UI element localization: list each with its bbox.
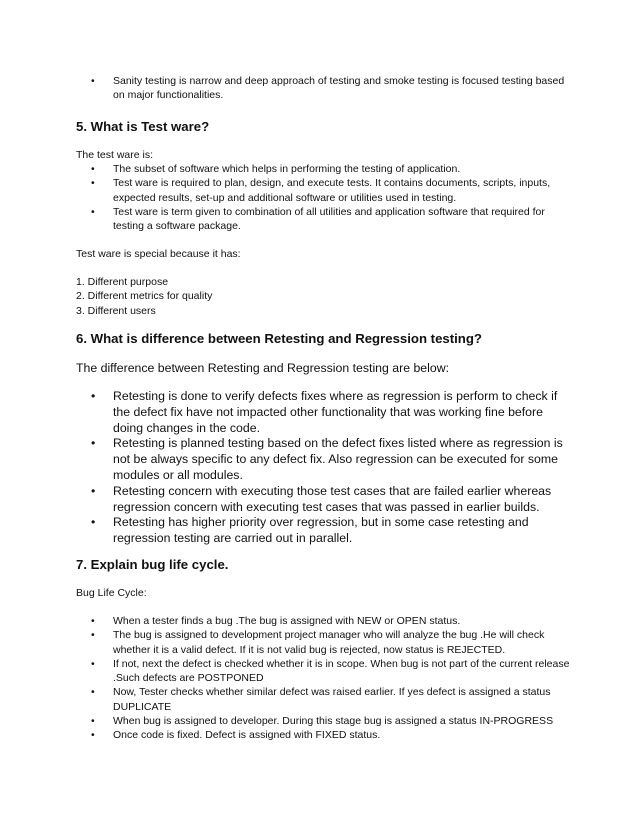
intro-bullet-list xyxy=(76,74,576,103)
list-item: • Test ware is term given to combination of all utilities and application software that required for testing a software package. xyxy=(76,205,576,234)
q7-intro: Bug Life Cycle: xyxy=(76,587,147,599)
list-item: • When bug is assigned to developer. During this stage bug is assigned a status IN-PROGRESS xyxy=(76,714,576,728)
q5-numbered-list xyxy=(76,275,576,318)
q7-heading: 7. Explain bug life cycle. xyxy=(76,557,229,572)
list-item: • Once code is fixed. Defect is assigned with FIXED status. xyxy=(76,728,576,742)
list-item: • Test ware is required to plan, design, and execute tests. It contains documents, scripts, inputs, expected results, set-up and additional software or utilities used in testing. xyxy=(76,176,576,205)
q6-heading: 6. What is difference between Retesting and Regression testing? xyxy=(76,331,482,346)
list-item: • Retesting is planned testing based on the defect fixes listed where as regression is not be always specific to any defect fix. Also regression can be executed for some modules or all modules. xyxy=(76,436,576,483)
q5-intro: The test ware is: xyxy=(76,149,154,161)
q5-special-intro: Test ware is special because it has: xyxy=(76,248,241,260)
numbered-item: 1. Different purpose xyxy=(76,276,169,288)
list-item: • Retesting is done to verify defects fixes where as regression is perform to check if the defect fix have not impacted other functionality that was working fine before doing changes in the code. xyxy=(76,389,576,436)
list-item: • If not, next the defect is checked whether it is in scope. When bug is not part of the current release .Such defects are POSTPONED xyxy=(76,657,576,686)
list-item: • Now, Tester checks whether similar defect was raised earlier. If yes defect is assigned a status DUPLICATE xyxy=(76,685,576,714)
q5-bullet-list xyxy=(76,162,576,233)
list-item: • Sanity testing is narrow and deep approach of testing and smoke testing is focused testing based on major functionalities. xyxy=(76,74,576,103)
list-item: • Retesting concern with executing those test cases that are failed earlier whereas regression concern with executing test cases that was passed in earlier builds. xyxy=(76,484,576,516)
q5-heading: 5. What is Test ware? xyxy=(76,119,210,134)
list-item: • When a tester finds a bug .The bug is assigned with NEW or OPEN status. xyxy=(76,614,576,628)
q6-intro: The difference between Retesting and Regression testing are below: xyxy=(76,361,450,375)
q6-bullet-list xyxy=(76,389,576,547)
numbered-item: 3. Different users xyxy=(76,304,156,317)
list-item: • The bug is assigned to development project manager who will analyze the bug .He will check whether it is a valid defect. If it is not valid bug is rejected, now status is REJECTED. xyxy=(76,628,576,657)
q7-bullet-list xyxy=(76,614,576,743)
numbered-item: 2. Different metrics for quality xyxy=(76,290,213,303)
list-item: • The subset of software which helps in performing the testing of application. xyxy=(76,162,576,176)
list-item: • Retesting has higher priority over regression, but in some case retesting and regression testing are carried out in parallel. xyxy=(76,515,576,547)
